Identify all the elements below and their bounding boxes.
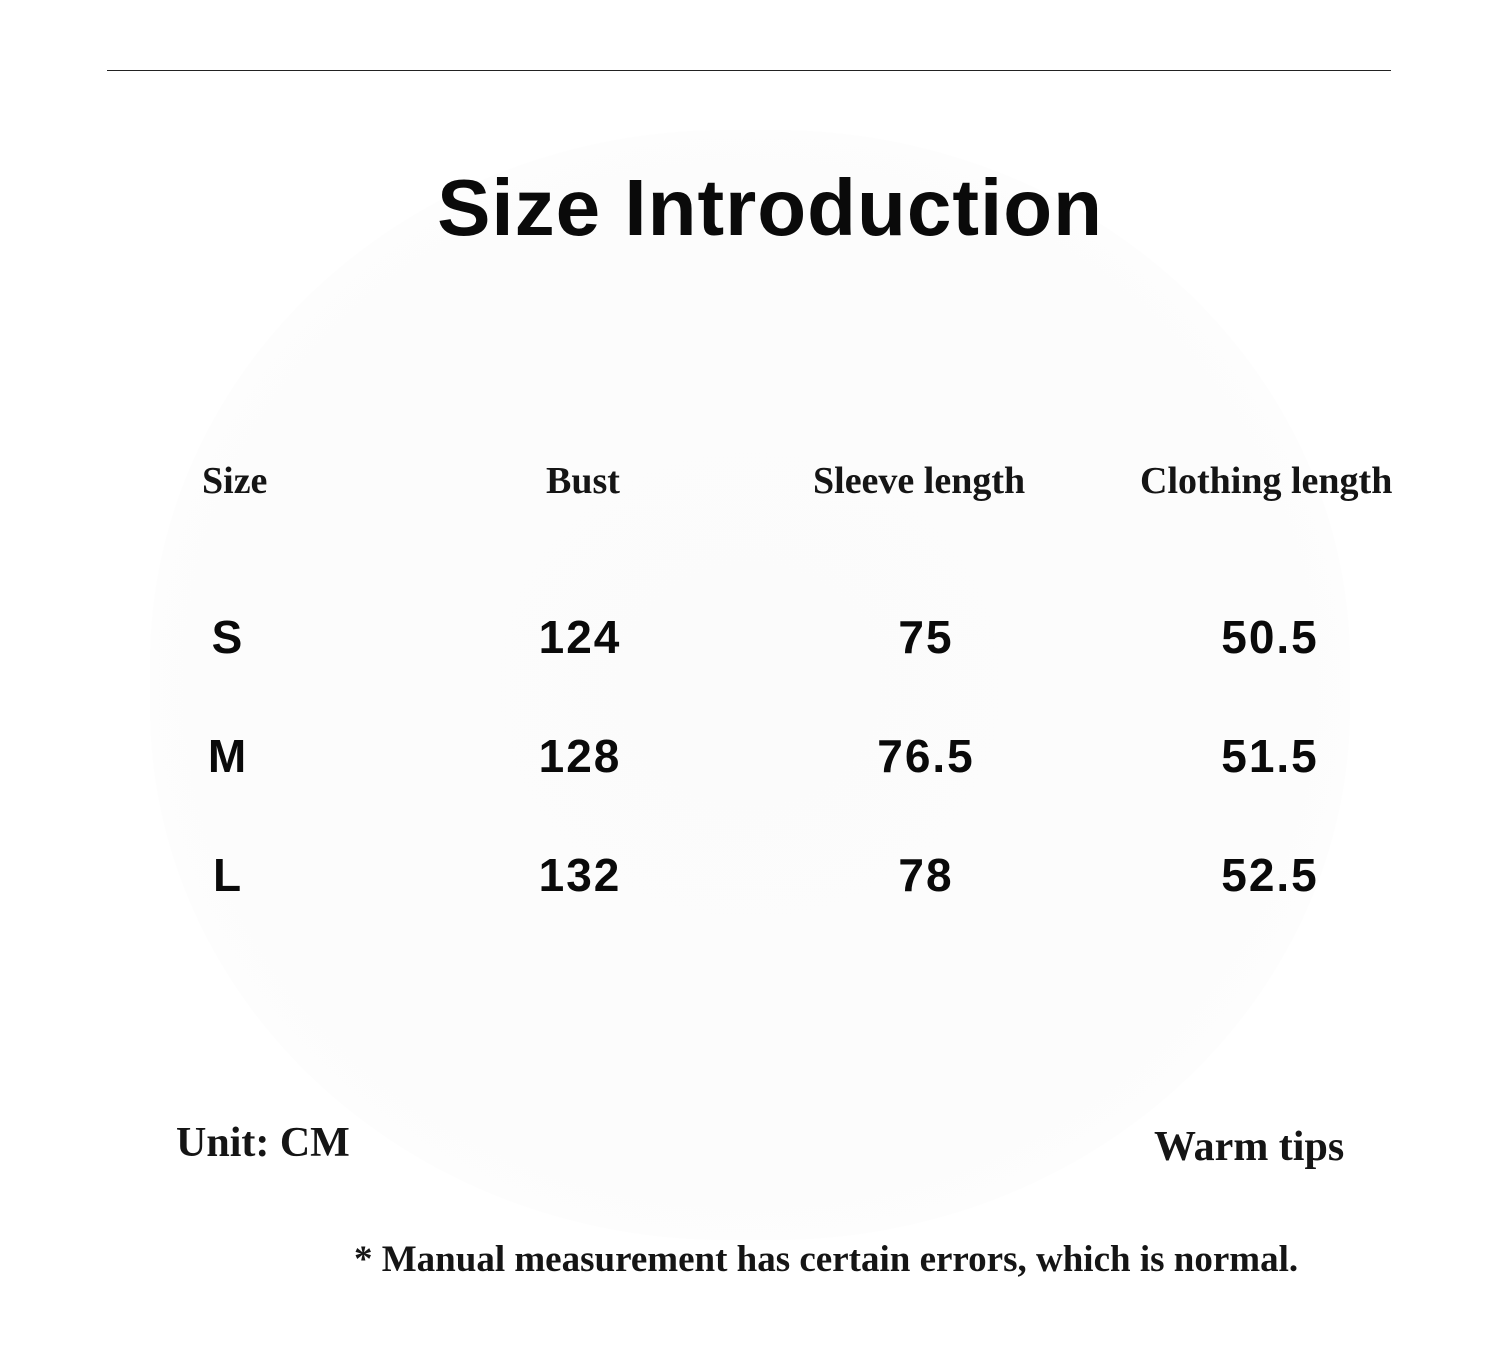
table-row — [0, 607, 1500, 667]
page-title: Size Introduction — [437, 163, 1103, 252]
cell-bust: 128 — [538, 730, 622, 782]
table-row — [0, 845, 1500, 905]
cell-clothing-length: 51.5 — [1221, 730, 1319, 782]
unit-note: Unit: CM — [176, 1120, 350, 1166]
background-shape — [150, 130, 1350, 1240]
cell-bust: 124 — [538, 611, 622, 663]
header-size: Size — [202, 460, 268, 502]
cell-bust: 132 — [538, 849, 622, 901]
cell-clothing-length: 52.5 — [1221, 849, 1319, 901]
cell-sleeve-length: 75 — [898, 611, 954, 663]
cell-size: M — [207, 730, 249, 782]
measurement-disclaimer: * Manual measurement has certain errors, which is normal. — [354, 1239, 1299, 1280]
table-row — [0, 726, 1500, 786]
cell-size: S — [211, 611, 245, 663]
cell-sleeve-length: 78 — [898, 849, 954, 901]
header-clothing-length: Clothing length — [1140, 460, 1393, 502]
warm-tips-title: Warm tips — [1154, 1124, 1345, 1170]
cell-size: L — [212, 849, 244, 901]
header-sleeve-length: Sleeve length — [813, 460, 1026, 502]
header-bust: Bust — [546, 460, 620, 502]
cell-sleeve-length: 76.5 — [877, 730, 975, 782]
top-divider — [107, 70, 1391, 71]
cell-clothing-length: 50.5 — [1221, 611, 1319, 663]
